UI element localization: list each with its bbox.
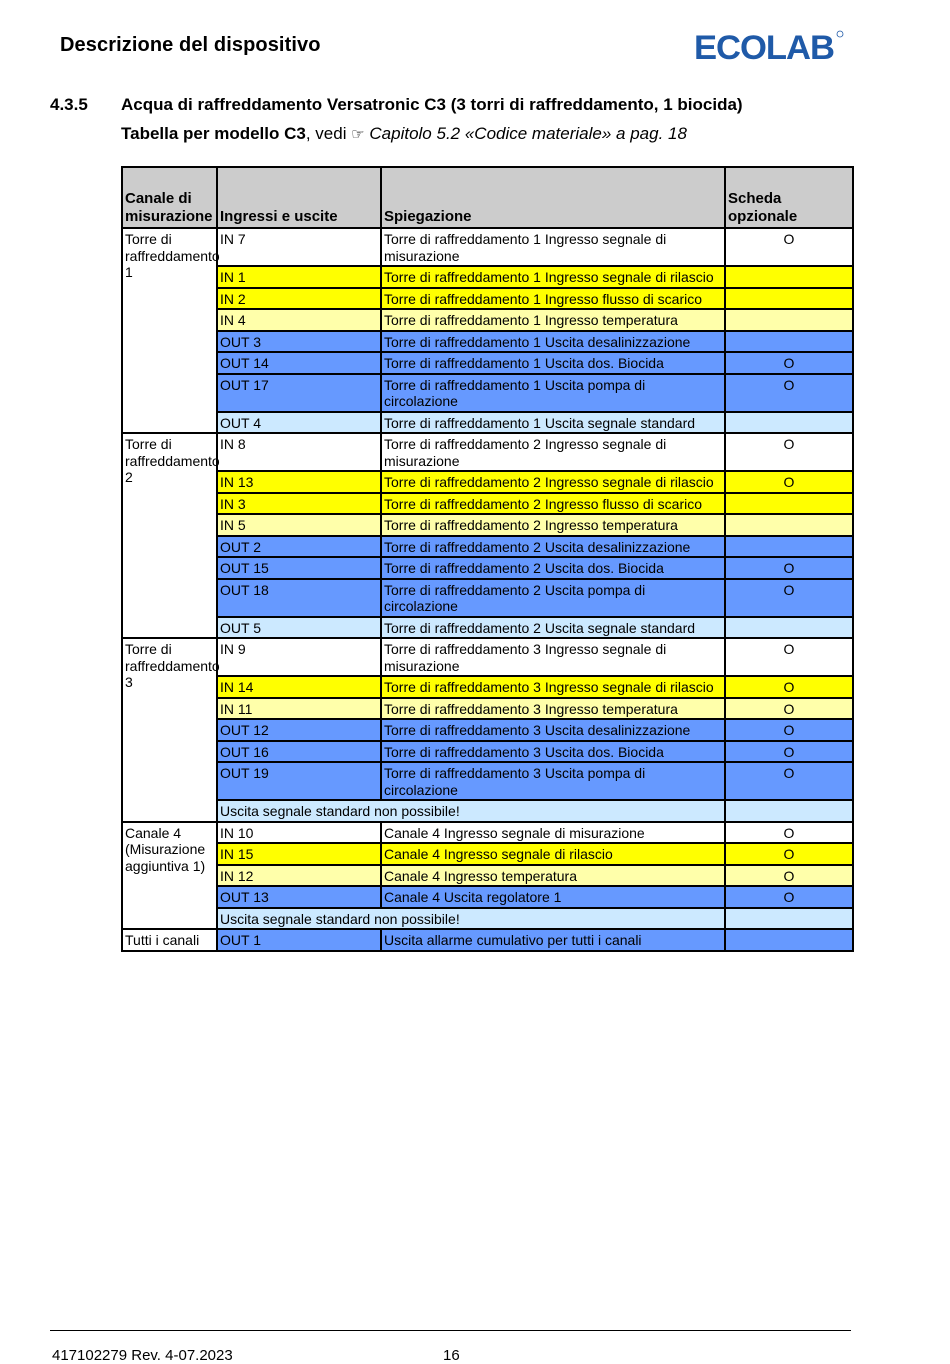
- io-cell: OUT 16: [217, 741, 381, 763]
- optional-card-cell: [725, 331, 853, 353]
- page-header-title: Descrizione del dispositivo: [60, 34, 321, 56]
- optional-card-cell: [725, 493, 853, 515]
- table-row: [122, 822, 853, 844]
- optional-card-cell: O: [725, 886, 853, 908]
- explanation-cell: Torre di raffreddamento 1 Ingresso temperatura: [381, 309, 725, 331]
- table-row: [122, 843, 853, 865]
- explanation-cell: Uscita allarme cumulativo per tutti i canali: [381, 929, 725, 951]
- optional-card-cell: O: [725, 762, 853, 800]
- header-explanation: Spiegazione: [381, 167, 725, 228]
- io-cell: OUT 13: [217, 886, 381, 908]
- explanation-cell: Torre di raffreddamento 2 Uscita pompa di circolazione: [381, 579, 725, 617]
- footer-divider: [50, 1330, 851, 1331]
- io-cell: IN 14: [217, 676, 381, 698]
- io-cell: IN 2: [217, 288, 381, 310]
- header-io: Ingressi e uscite: [217, 167, 381, 228]
- optional-card-cell: O: [725, 557, 853, 579]
- table-row: [122, 374, 853, 412]
- io-cell: OUT 5: [217, 617, 381, 639]
- table-model-label: Tabella per modello C3: [121, 124, 306, 143]
- optional-card-cell: O: [725, 719, 853, 741]
- optional-card-cell: O: [725, 471, 853, 493]
- section-number: 4.3.5: [50, 95, 88, 114]
- table-row: [122, 929, 853, 951]
- explanation-cell: Torre di raffreddamento 2 Ingresso segnale di misurazione: [381, 433, 725, 471]
- table-row: [122, 676, 853, 698]
- table-row: [122, 698, 853, 720]
- optional-card-cell: [725, 617, 853, 639]
- explanation-cell: Torre di raffreddamento 2 Ingresso flusso di scarico: [381, 493, 725, 515]
- optional-card-cell: O: [725, 352, 853, 374]
- io-cell: OUT 4: [217, 412, 381, 434]
- optional-card-cell: O: [725, 228, 853, 266]
- explanation-cell: Canale 4 Ingresso segnale di rilascio: [381, 843, 725, 865]
- explanation-cell: Torre di raffreddamento 3 Uscita desalinizzazione: [381, 719, 725, 741]
- channel-cell: Canale 4 (Misurazione aggiuntiva 1): [122, 822, 217, 930]
- explanation-cell: Torre di raffreddamento 2 Ingresso temperatura: [381, 514, 725, 536]
- io-cell: OUT 19: [217, 762, 381, 800]
- table-row: [122, 266, 853, 288]
- table-row: [122, 471, 853, 493]
- io-cell: OUT 17: [217, 374, 381, 412]
- table-row: [122, 719, 853, 741]
- table-row: [122, 331, 853, 353]
- table-row: [122, 579, 853, 617]
- table-header-row: [122, 167, 853, 228]
- table-body: [122, 228, 853, 951]
- explanation-cell: Torre di raffreddamento 3 Uscita pompa di circolazione: [381, 762, 725, 800]
- table-row: [122, 228, 853, 266]
- optional-card-cell: [725, 908, 853, 930]
- table-row: [122, 908, 853, 930]
- table-row: [122, 493, 853, 515]
- io-cell: OUT 3: [217, 331, 381, 353]
- io-table: [121, 166, 854, 952]
- explanation-cell: Canale 4 Uscita regolatore 1: [381, 886, 725, 908]
- optional-card-cell: [725, 309, 853, 331]
- channel-cell: Torre di raffreddamento 1: [122, 228, 217, 433]
- io-cell: OUT 1: [217, 929, 381, 951]
- explanation-cell: Torre di raffreddamento 1 Ingresso segnale di rilascio: [381, 266, 725, 288]
- table-row: [122, 433, 853, 471]
- io-cell: IN 3: [217, 493, 381, 515]
- io-cell: IN 9: [217, 638, 381, 676]
- footer-doc-id: 417102279 Rev. 4-07.2023: [52, 1347, 233, 1364]
- header-channel: Canale di misurazione: [122, 167, 217, 228]
- io-cell: IN 4: [217, 309, 381, 331]
- optional-card-cell: [725, 288, 853, 310]
- io-cell: OUT 15: [217, 557, 381, 579]
- explanation-cell: Torre di raffreddamento 3 Uscita dos. Biocida: [381, 741, 725, 763]
- explanation-cell: Canale 4 Ingresso segnale di misurazione: [381, 822, 725, 844]
- table-row: [122, 886, 853, 908]
- optional-card-cell: O: [725, 822, 853, 844]
- table-row: [122, 352, 853, 374]
- explanation-cell: Torre di raffreddamento 1 Ingresso segnale di misurazione: [381, 228, 725, 266]
- explanation-cell: Torre di raffreddamento 2 Uscita segnale standard: [381, 617, 725, 639]
- table-reference-line: [121, 124, 687, 144]
- io-cell: IN 13: [217, 471, 381, 493]
- table-row: [122, 536, 853, 558]
- table-row: [122, 638, 853, 676]
- io-cell: OUT 18: [217, 579, 381, 617]
- optional-card-cell: O: [725, 741, 853, 763]
- optional-card-cell: O: [725, 433, 853, 471]
- explanation-cell: Torre di raffreddamento 1 Uscita desalinizzazione: [381, 331, 725, 353]
- optional-card-cell: O: [725, 638, 853, 676]
- io-cell: IN 7: [217, 228, 381, 266]
- io-cell: IN 10: [217, 822, 381, 844]
- optional-card-cell: [725, 929, 853, 951]
- optional-card-cell: [725, 536, 853, 558]
- explanation-cell: Torre di raffreddamento 1 Uscita dos. Biocida: [381, 352, 725, 374]
- table-row: [122, 309, 853, 331]
- table-row: [122, 412, 853, 434]
- table-row: [122, 557, 853, 579]
- explanation-cell: Torre di raffreddamento 1 Uscita pompa di circolazione: [381, 374, 725, 412]
- optional-card-cell: O: [725, 698, 853, 720]
- optional-card-cell: [725, 412, 853, 434]
- io-cell: OUT 2: [217, 536, 381, 558]
- table-row: [122, 800, 853, 822]
- ecolab-logo: [694, 28, 844, 64]
- explanation-cell: Torre di raffreddamento 2 Uscita dos. Biocida: [381, 557, 725, 579]
- optional-card-cell: [725, 266, 853, 288]
- io-cell: IN 15: [217, 843, 381, 865]
- optional-card-cell: O: [725, 579, 853, 617]
- optional-card-cell: O: [725, 865, 853, 887]
- header-optional-card: Scheda opzionale: [725, 167, 853, 228]
- note-cell: Uscita segnale standard non possibile!: [217, 908, 725, 930]
- io-cell: IN 11: [217, 698, 381, 720]
- optional-card-cell: [725, 514, 853, 536]
- table-row: [122, 762, 853, 800]
- explanation-cell: Torre di raffreddamento 3 Ingresso segnale di misurazione: [381, 638, 725, 676]
- table-row: [122, 741, 853, 763]
- note-cell: Uscita segnale standard non possibile!: [217, 800, 725, 822]
- explanation-cell: Torre di raffreddamento 3 Ingresso segnale di rilascio: [381, 676, 725, 698]
- channel-cell: Tutti i canali: [122, 929, 217, 951]
- channel-cell: Torre di raffreddamento 2: [122, 433, 217, 638]
- io-cell: IN 12: [217, 865, 381, 887]
- optional-card-cell: O: [725, 374, 853, 412]
- io-cell: OUT 14: [217, 352, 381, 374]
- footer-page-number: 16: [443, 1347, 460, 1364]
- io-cell: IN 8: [217, 433, 381, 471]
- optional-card-cell: [725, 800, 853, 822]
- optional-card-cell: O: [725, 676, 853, 698]
- io-cell: IN 1: [217, 266, 381, 288]
- svg-text:ECOLAB: ECOLAB: [694, 29, 835, 64]
- table-row: [122, 617, 853, 639]
- io-cell: IN 5: [217, 514, 381, 536]
- table-row: [122, 865, 853, 887]
- section-title: Acqua di raffreddamento Versatronic C3 (3 torri di raffreddamento, 1 biocida): [121, 95, 743, 114]
- see-text: , vedi: [305, 124, 352, 143]
- table-row: [122, 288, 853, 310]
- channel-cell: Torre di raffreddamento 3: [122, 638, 217, 822]
- chapter-reference-link[interactable]: Capitolo 5.2 «Codice materiale» a pag. 18: [369, 124, 687, 143]
- explanation-cell: Torre di raffreddamento 2 Ingresso segnale di rilascio: [381, 471, 725, 493]
- io-cell: OUT 12: [217, 719, 381, 741]
- table-row: [122, 514, 853, 536]
- optional-card-cell: O: [725, 843, 853, 865]
- explanation-cell: Canale 4 Ingresso temperatura: [381, 865, 725, 887]
- explanation-cell: Torre di raffreddamento 1 Ingresso flusso di scarico: [381, 288, 725, 310]
- explanation-cell: Torre di raffreddamento 1 Uscita segnale standard: [381, 412, 725, 434]
- pointing-hand-icon: ☞: [351, 126, 365, 143]
- explanation-cell: Torre di raffreddamento 3 Ingresso temperatura: [381, 698, 725, 720]
- explanation-cell: Torre di raffreddamento 2 Uscita desalinizzazione: [381, 536, 725, 558]
